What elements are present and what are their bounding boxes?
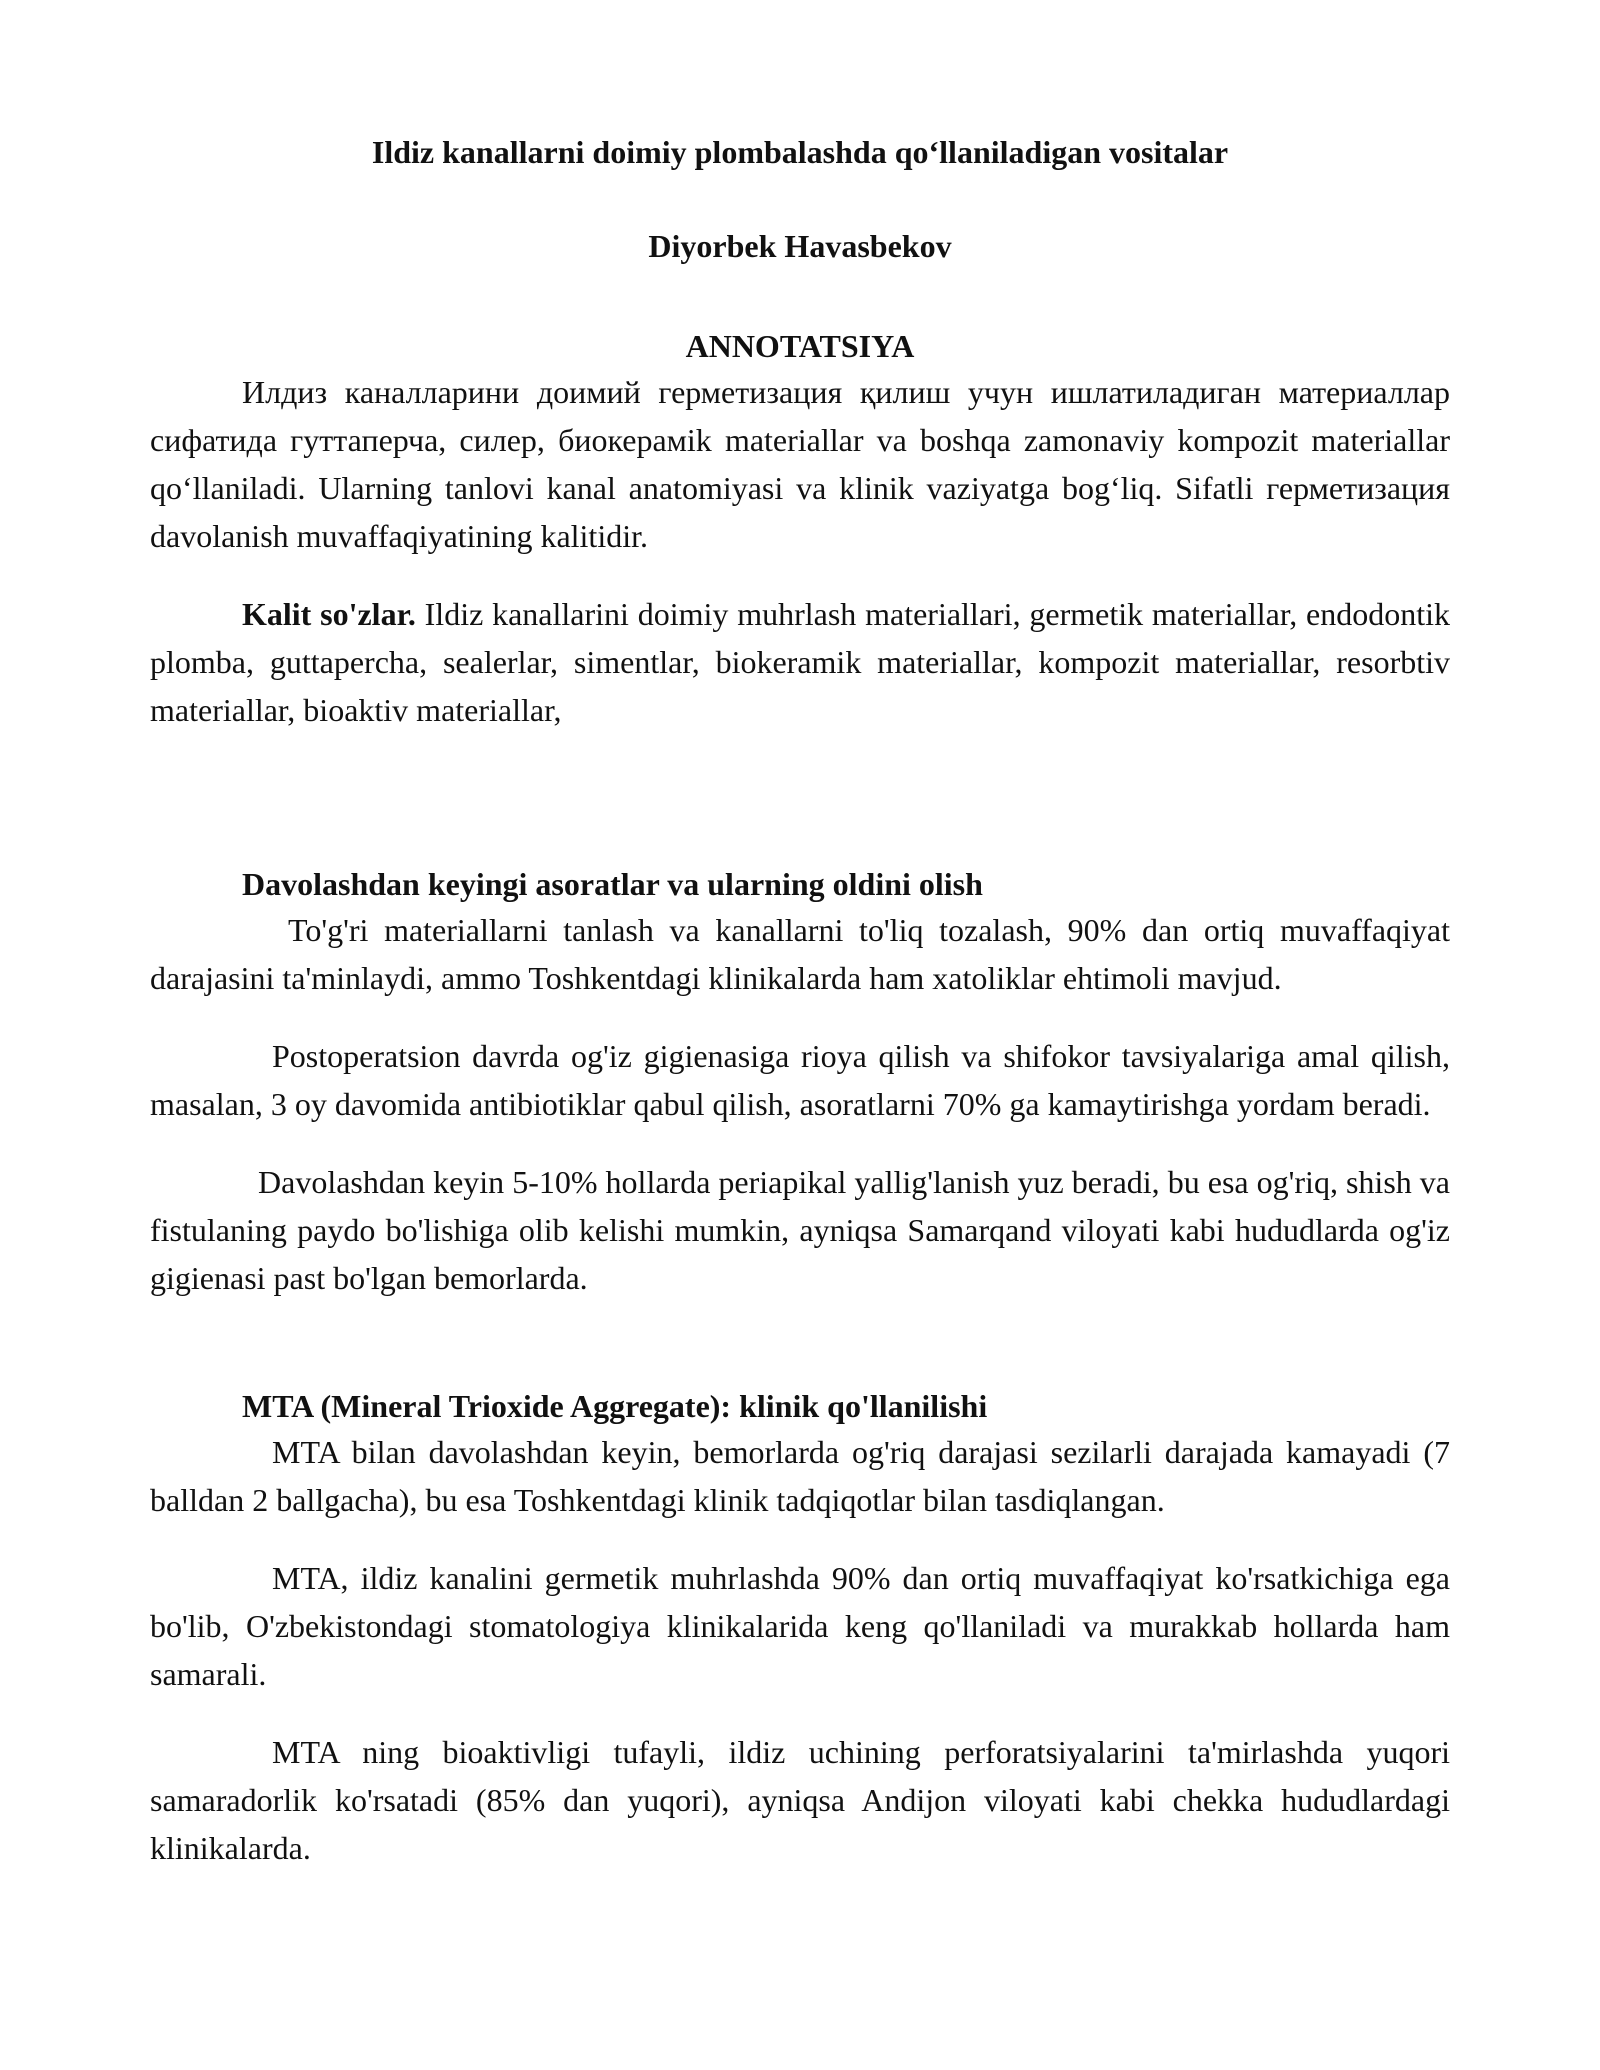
section2-paragraph-3: MTA ning bioaktivligi tufayli, ildiz uchining perforatsiyalarini ta'mirlashda yuqori samaradorlik ko'rsatadi (85% dan yuqori), ayniqsa Andijon viloyati kabi chekka hududlardagi klinikalarda. <box>150 1734 1450 1866</box>
keywords-label: Kalit so'zlar. <box>242 596 416 632</box>
section1-paragraph-3: Davolashdan keyin 5-10% hollarda periapikal yallig'lanish yuz beradi, bu esa og'riq, shish va fistulaning paydo bo'lishiga olib kelishi mumkin, ayniqsa Samarqand viloyati kabi hududlarda og'iz gigienasi past bo'lgan bemorlarda. <box>150 1164 1450 1296</box>
keywords-list: Ildiz kanallarini doimiy muhrlash materiallari, germetik materiallar, endodontik plomba, guttapercha, sealerlar, simentlar, biokeramik materiallar, kompozit materiallar, resorbtiv materiallar, bioaktiv materiallar, <box>150 596 1451 728</box>
section2-paragraph-1: MTA bilan davolashdan keyin, bemorlarda og'riq darajasi sezilarli darajada kamayadi (7 balldan 2 ballgacha), bu esa Toshkentdagi klinik tadqiqotlar bilan tasdiqlangan. <box>150 1434 1450 1518</box>
section2-paragraph-2: MTA, ildiz kanalini germetik muhrlashda 90% dan ortiq muvaffaqiyat ko'rsatkichiga ega bo'lib, O'zbekistondagi stomatologiya klinikalarida keng qo'llaniladi va murakkab hollarda ham samarali. <box>150 1560 1450 1692</box>
section-heading-complications: Davolashdan keyingi asoratlar va ularning oldini olish <box>242 866 983 902</box>
annotation-heading: ANNOTATSIYA <box>685 328 915 364</box>
author-name: Diyorbek Havasbekov <box>648 228 952 264</box>
paper-title: Ildiz kanallarni doimiy plombalashda qo‘llaniladigan vositalar <box>371 134 1229 170</box>
annotation-paragraph: Илдиз каналларини доимий герметизация қилиш учун ишлатиладиган материаллар сифатида гуттаперча, силер, биокерамik materiallar va boshqa zamonaviy kompozit materiallar qo‘llaniladi. Ularning tanlovi kanal anatomiyasi va klinik vaziyatga bog‘liq. Sifatli герметизация davolanish muvaffaqiyatining kalitidir. <box>150 374 1450 554</box>
section1-paragraph-1: To'g'ri materiallarni tanlash va kanallarni to'liq tozalash, 90% dan ortiq muvaffaqiyat darajasini ta'minlaydi, ammo Toshkentdagi klinikalarda ham xatoliklar ehtimoli mavjud. <box>150 912 1450 996</box>
keywords-paragraph <box>150 590 1450 734</box>
section-heading-mta: MTA (Mineral Trioxide Aggregate): klinik qo'llanilishi <box>242 1388 988 1424</box>
section1-paragraph-2: Postoperatsion davrda og'iz gigienasiga rioya qilish va shifokor tavsiyalariga amal qilish, masalan, 3 oy davomida antibiotiklar qabul qilish, asoratlarni 70% ga kamaytirishga yordam beradi. <box>150 1038 1450 1122</box>
